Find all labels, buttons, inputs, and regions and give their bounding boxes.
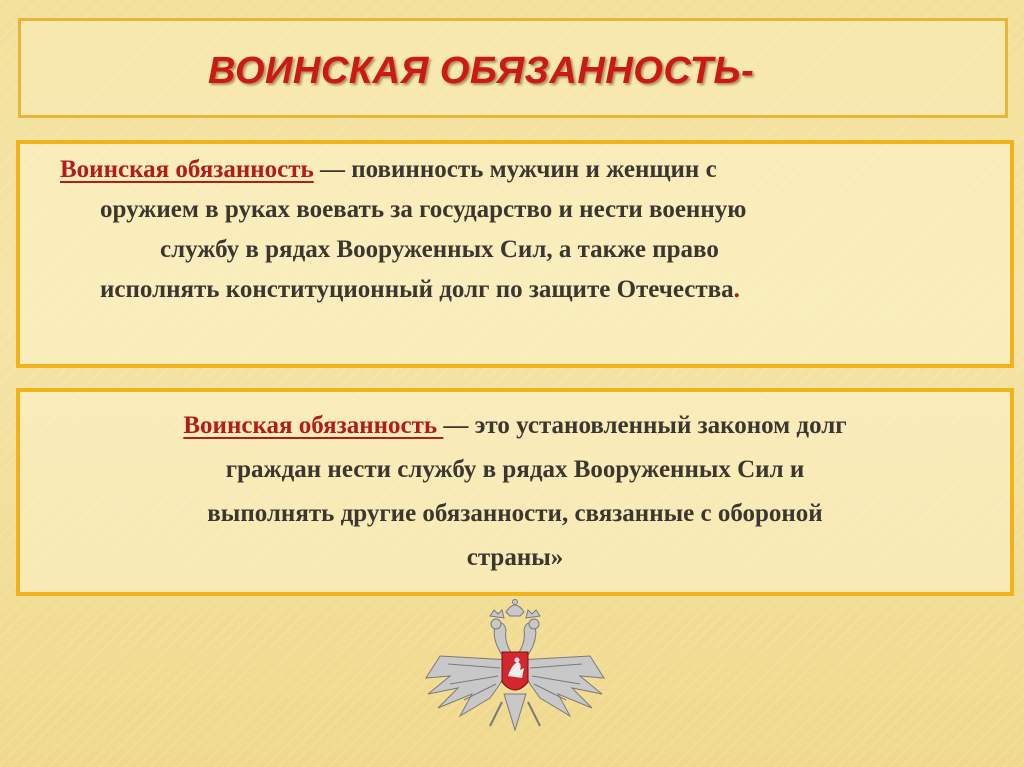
definition-1-line-3: службу в рядах Вооруженных Сил, а также право: [160, 236, 719, 263]
definition-text-2: [30, 404, 1000, 580]
definition-1-end: .: [733, 276, 740, 303]
definition-2-line-1: [30, 404, 1000, 448]
definition-1-line-2: оружием в руках воевать за государство и нести военную: [100, 196, 747, 223]
definition-2-term: Воинская обязанность: [183, 412, 444, 439]
definition-2-line-1-text: — это установленный законом долг: [443, 412, 847, 439]
definition-1-line-4: [60, 270, 990, 310]
definition-2-line-3: выполнять другие обязанности, связанные с обороной: [207, 500, 823, 527]
definition-1-line-4-text: исполнять конституционный долг по защите Отечества: [100, 276, 734, 303]
slide-title: ВОИНСКАЯ ОБЯЗАННОСТЬ-: [208, 50, 755, 92]
definition-text-1: [60, 150, 990, 310]
double-headed-eagle-emblem-icon: [420, 598, 610, 738]
definition-2-line-2: граждан нести службу в рядах Вооруженных Сил и: [225, 456, 805, 483]
definition-1-term: Воинская обязанность: [60, 156, 314, 183]
definition-1-line-1: [60, 150, 990, 190]
definition-2-line-4: страны»: [466, 544, 564, 571]
definition-1-line-1-text: — повинность мужчин и женщин с: [313, 156, 717, 183]
